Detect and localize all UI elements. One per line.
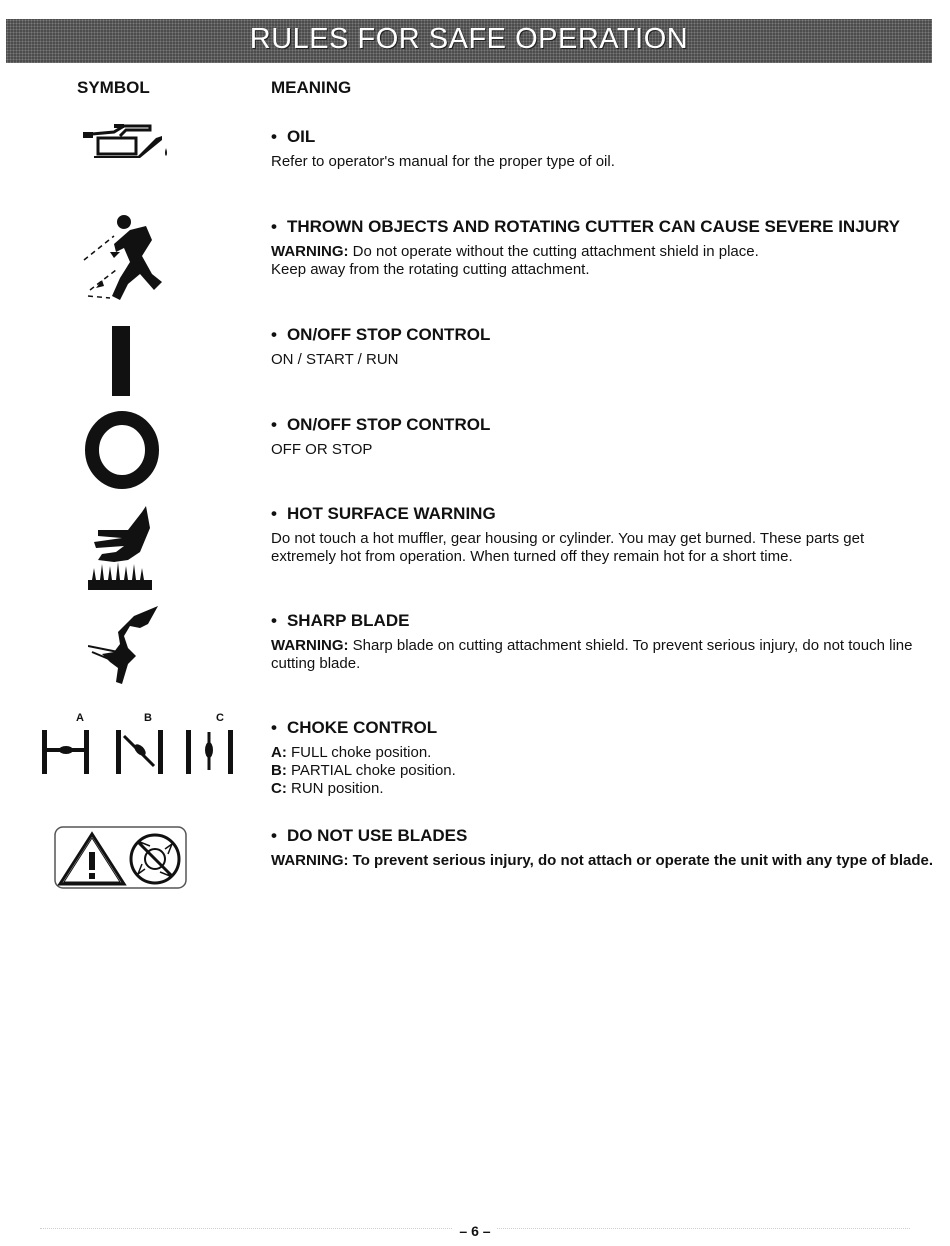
entry-on-control xyxy=(271,325,933,369)
entry-body: ON / START / RUN xyxy=(271,351,399,368)
entry-title: OIL xyxy=(286,127,316,146)
entry-title: SHARP BLADE xyxy=(286,611,410,630)
bullet: • xyxy=(271,415,277,434)
warning-label: WARNING: xyxy=(271,637,349,654)
entry-sharp-blade xyxy=(271,611,933,673)
entry-body: WARNING: To prevent serious injury, do not attach or operate the unit with any type of blade. xyxy=(271,852,933,869)
choke-position-a-label: A xyxy=(76,712,84,724)
symbol-column-header: SYMBOL xyxy=(77,78,150,97)
entry-thrown-objects xyxy=(271,217,933,279)
on-bar-icon xyxy=(112,326,132,396)
bullet: • xyxy=(271,504,277,523)
page-title: RULES FOR SAFE OPERATION xyxy=(249,23,689,55)
entry-body xyxy=(271,744,933,798)
choke-control-icon xyxy=(40,712,240,776)
hot-surface-icon xyxy=(84,506,160,592)
entry-title: DO NOT USE BLADES xyxy=(286,826,468,845)
meaning-column-header: MEANING xyxy=(271,78,352,97)
bullet: • xyxy=(271,718,277,737)
entry-body: Refer to operator's manual for the proper type of oil. xyxy=(271,153,615,170)
sharp-blade-icon xyxy=(88,606,168,686)
bullet: • xyxy=(271,217,277,236)
entry-body xyxy=(271,243,933,279)
choke-a-label: A: xyxy=(271,744,287,761)
oil-can-icon xyxy=(80,122,170,162)
entry-oil xyxy=(271,127,933,171)
bullet: • xyxy=(271,127,277,146)
entry-title: THROWN OBJECTS AND ROTATING CUTTER CAN CAUSE SEVERE INJURY xyxy=(286,217,900,236)
no-blades-icon xyxy=(54,826,188,890)
bullet: • xyxy=(271,611,277,630)
choke-c-label: C: xyxy=(271,780,287,797)
entry-title: ON/OFF STOP CONTROL xyxy=(286,415,491,434)
entry-body-text: Sharp blade on cutting attachment shield. To prevent serious injury, do not touch line cutting blade. xyxy=(271,637,913,672)
choke-position-c-label: C xyxy=(216,712,224,724)
entry-choke-control xyxy=(271,718,933,798)
entry-title: HOT SURFACE WARNING xyxy=(286,504,496,523)
page-banner xyxy=(6,19,932,63)
bullet: • xyxy=(271,325,277,344)
entry-body-line1: Do not operate without the cutting attachment shield in place. xyxy=(352,243,759,260)
choke-position-b-label: B xyxy=(144,712,152,724)
entry-body-line2: Keep away from the rotating cutting attachment. xyxy=(271,261,590,278)
bullet: • xyxy=(271,826,277,845)
thrown-objects-icon xyxy=(80,212,170,304)
choke-c-text: RUN position. xyxy=(291,780,384,797)
entry-body: Do not touch a hot muffler, gear housing or cylinder. You may get burned. These parts get extremely hot from operation. When turned off they remain hot for a short time. xyxy=(271,530,865,565)
entry-title: ON/OFF STOP CONTROL xyxy=(286,325,491,344)
entry-hot-surface xyxy=(271,504,933,566)
warning-label: WARNING: xyxy=(271,243,349,260)
entry-no-blades xyxy=(271,826,933,870)
off-circle-icon xyxy=(84,410,160,490)
entry-title: CHOKE CONTROL xyxy=(286,718,438,737)
entry-body xyxy=(271,637,933,673)
page-number: – 6 – xyxy=(453,1223,496,1239)
entry-off-control xyxy=(271,415,933,459)
choke-b-label: B: xyxy=(271,762,287,779)
entry-body: OFF OR STOP xyxy=(271,441,373,458)
choke-b-text: PARTIAL choke position. xyxy=(291,762,456,779)
choke-a-text: FULL choke position. xyxy=(291,744,432,761)
